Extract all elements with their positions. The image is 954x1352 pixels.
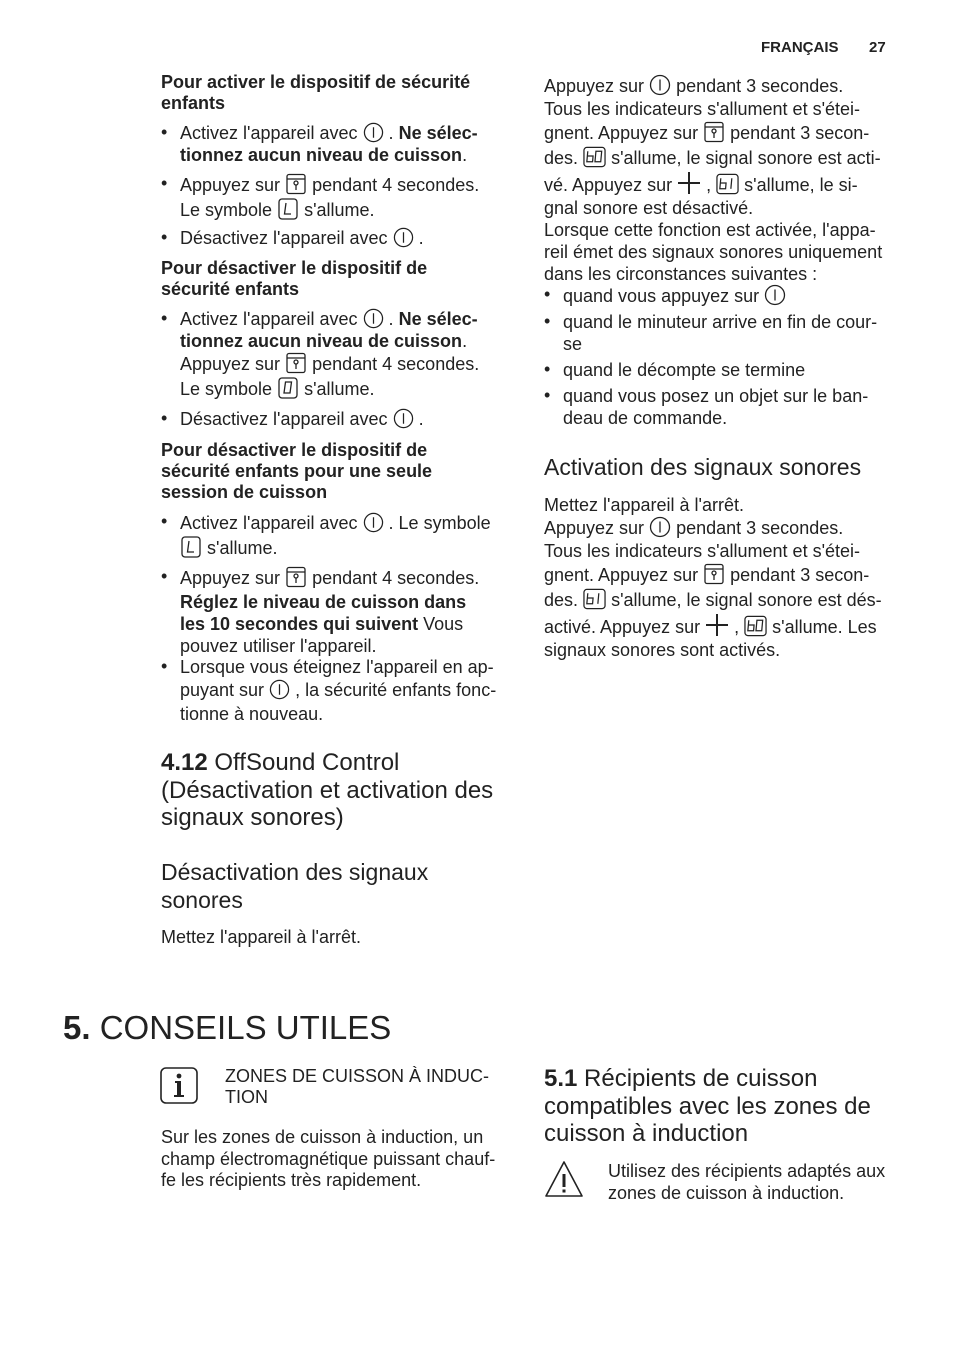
list-item <box>563 311 877 355</box>
section-title-deactivate-child-lock <box>161 258 521 300</box>
induction-paragraph <box>161 1127 495 1192</box>
text: (Désactivation et activation des <box>161 776 494 804</box>
text: s'allume. Les <box>772 617 877 637</box>
page-number: 27 <box>869 39 886 56</box>
text: sonores <box>161 887 243 913</box>
text: les 10 secondes qui suivent <box>180 614 419 634</box>
text: dans les circonstances suivantes : <box>544 264 818 284</box>
on-off-icon <box>393 408 414 429</box>
text: • quand vous posez un objet sur le ban- <box>563 386 869 406</box>
text: Ne sélec- <box>398 123 478 143</box>
text: pendant 4 secondes. <box>312 175 480 195</box>
info-icon <box>160 1067 198 1104</box>
text: Activez l'appareil avec <box>180 309 358 329</box>
lock-key-icon <box>703 563 725 585</box>
list-item <box>563 385 868 429</box>
text: • quand le décompte se termine <box>563 360 806 380</box>
text: . <box>462 145 468 165</box>
list-item <box>180 227 424 249</box>
text: . <box>383 123 394 143</box>
text: , la sécurité enfants fonc- <box>290 680 497 700</box>
text: tionnez aucun niveau de cuisson <box>180 331 463 351</box>
section-heading-5-1 <box>544 1065 871 1148</box>
activation-instructions <box>544 494 904 661</box>
lock-key-icon <box>285 173 307 195</box>
text: Activez l'appareil avec <box>180 123 358 143</box>
text: Réglez le niveau de cuisson dans <box>180 592 467 612</box>
text: gnal sonore est désactivé. <box>544 198 754 218</box>
list-item <box>180 122 478 166</box>
text: Ne sélec- <box>398 309 478 329</box>
title-line: Pour désactiver le dispositif de <box>161 258 428 278</box>
warning-icon <box>544 1160 584 1199</box>
text: s'allume, le signal sonore est dés- <box>611 590 882 610</box>
child-lock-L-icon <box>277 198 299 220</box>
text: Appuyez sur <box>180 175 281 195</box>
title-line: Pour activer le dispositif de sécurité <box>161 72 471 92</box>
text: Appuyez sur <box>180 568 281 588</box>
text: activé. Appuyez sur <box>544 617 701 637</box>
text: se <box>563 334 583 354</box>
text: ZONES DE CUISSON À INDUC- <box>225 1066 490 1086</box>
text: fe les récipients très rapidement. <box>161 1170 422 1190</box>
text: pendant 3 secondes. <box>676 76 844 96</box>
text: pendant 3 secondes. <box>676 518 844 538</box>
text: Activez l'appareil avec <box>180 513 358 533</box>
text: gnent. Appuyez sur <box>544 565 699 585</box>
b1-display-icon <box>583 588 606 610</box>
text: . <box>413 228 424 248</box>
text: TION <box>225 1087 268 1107</box>
text: s'allume. <box>304 200 375 220</box>
on-off-icon <box>363 308 384 329</box>
section-number: 5.1 <box>544 1065 578 1092</box>
chapter-title: CONSEILS UTILES <box>90 1009 392 1046</box>
list-item <box>180 308 479 402</box>
list-item <box>180 511 491 561</box>
title-line: sécurité enfants pour une seule <box>161 461 433 481</box>
title-line: sécurité enfants <box>161 279 300 299</box>
on-off-icon <box>269 679 290 700</box>
b0-display-icon <box>583 146 606 168</box>
list-item <box>563 359 805 381</box>
text: Tous les indicateurs s'allument et s'étei- <box>544 541 861 561</box>
title-line: session de cuisson <box>161 482 328 502</box>
text: pouvez utiliser l'appareil. <box>180 636 377 656</box>
b0-display-icon <box>744 615 767 637</box>
text: Le symbole <box>180 379 273 399</box>
text: Tous les indicateurs s'allument et s'étei- <box>544 99 861 119</box>
text: pendant 4 secondes. <box>312 354 480 374</box>
text: compatibles avec les zones de <box>544 1092 871 1120</box>
text: reil émet des signaux sonores uniquement <box>544 242 883 262</box>
text: Appuyez sur <box>544 76 645 96</box>
text: pendant 4 secondes. <box>312 568 480 588</box>
list-item <box>180 173 479 223</box>
text: Le symbole <box>180 200 273 220</box>
list-item <box>180 408 424 430</box>
text: des. <box>544 148 579 168</box>
subheading-activation: Activation des signaux sonores <box>544 454 862 480</box>
text: Appuyez sur <box>180 354 281 374</box>
text: pendant 3 secon- <box>730 123 870 143</box>
text: zones de cuisson à induction. <box>608 1182 845 1203</box>
text: , <box>701 175 712 195</box>
text: Lorsque vous éteignez l'appareil en ap- <box>180 657 494 677</box>
text: s'allume. <box>304 379 375 399</box>
on-off-icon <box>393 227 414 248</box>
plus-icon <box>677 171 701 195</box>
text: Appuyez sur <box>544 518 645 538</box>
text: puyant sur <box>180 680 265 700</box>
text: gnent. Appuyez sur <box>544 123 699 143</box>
text: Désactivez l'appareil avec <box>180 409 388 429</box>
on-off-icon <box>649 74 671 96</box>
lock-key-icon <box>703 121 725 143</box>
text: champ électromagnétique puissant chauf- <box>161 1148 496 1169</box>
text: vé. Appuyez sur <box>544 175 673 195</box>
text: • quand le minuteur arrive en fin de cour- <box>563 312 878 332</box>
text: signaux sonores) <box>161 804 344 831</box>
deactivation-text: Mettez l'appareil à l'arrêt. <box>161 927 361 947</box>
section-number: 4.12 <box>161 749 208 776</box>
on-off-icon <box>764 284 786 306</box>
text: tionne à nouveau. <box>180 704 324 724</box>
section-title-activate-child-lock <box>161 72 521 114</box>
text: s'allume, le signal sonore est acti- <box>611 148 881 168</box>
chapter-number: 5. <box>63 1009 91 1046</box>
text: cuisson à induction <box>544 1120 749 1147</box>
text: pendant 3 secon- <box>730 565 870 585</box>
title-line: enfants <box>161 93 226 113</box>
text: Récipients de cuisson <box>577 1065 818 1092</box>
list-item <box>180 656 496 725</box>
chapter-heading <box>63 1008 391 1048</box>
text: Sur les zones de cuisson à induction, un <box>161 1127 484 1147</box>
section-heading-4-12 <box>161 749 531 832</box>
lock-key-icon <box>285 352 307 374</box>
text: Lorsque cette fonction est activée, l'appa- <box>544 220 876 240</box>
header-language: FRANÇAIS <box>761 39 839 56</box>
lock-key-icon <box>285 566 307 588</box>
on-off-icon <box>363 122 384 143</box>
deactivation-instructions <box>544 74 904 285</box>
text: Mettez l'appareil à l'arrêt. <box>544 495 744 515</box>
warning-note <box>608 1161 885 1204</box>
section-title-single-session <box>161 440 521 503</box>
info-note <box>225 1066 489 1108</box>
on-off-icon <box>363 512 384 533</box>
text: . Le symbole <box>383 513 491 533</box>
list-item <box>563 284 786 308</box>
text: Désactivation des signaux <box>161 859 429 885</box>
list-item <box>180 566 479 657</box>
text: s'allume. <box>207 538 278 558</box>
text: Utilisez des récipients adaptés aux <box>608 1161 886 1181</box>
text: tionnez aucun niveau de cuisson <box>180 145 463 165</box>
subheading-deactivation <box>161 858 428 914</box>
text: OffSound Control <box>207 749 400 776</box>
text: Désactivez l'appareil avec <box>180 228 388 248</box>
zero-symbol-icon <box>277 377 299 399</box>
text: . <box>462 331 468 351</box>
text: , <box>729 617 740 637</box>
b1-display-icon <box>716 173 739 195</box>
text: des. <box>544 590 579 610</box>
child-lock-L-icon <box>180 536 202 558</box>
title-line: Pour désactiver le dispositif de <box>161 440 428 460</box>
on-off-icon <box>649 516 671 538</box>
text: s'allume, le si- <box>744 175 858 195</box>
text: . <box>383 309 394 329</box>
text: . <box>413 409 424 429</box>
text: quand vous appuyez sur <box>563 286 760 306</box>
text: deau de commande. <box>563 408 728 428</box>
plus-icon <box>705 613 729 637</box>
text: Vous <box>418 614 464 634</box>
text: signaux sonores sont activés. <box>544 640 781 660</box>
